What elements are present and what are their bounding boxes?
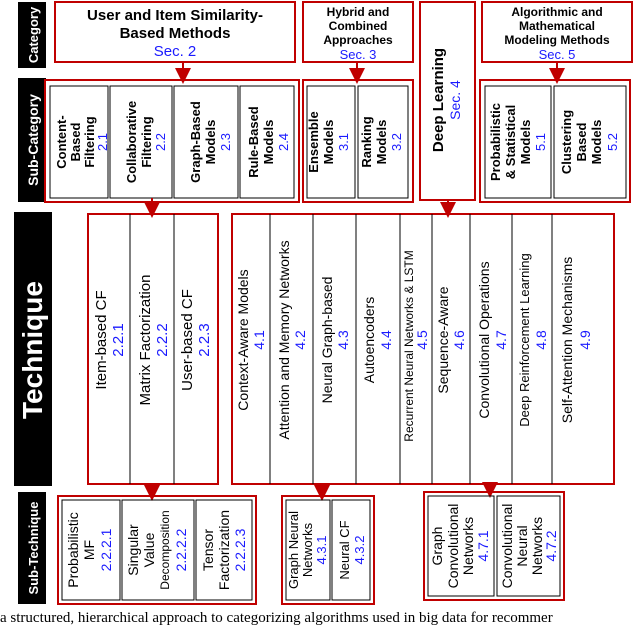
subcategory-collaborative-filtering (124, 101, 168, 183)
svg-text:Hybrid and: Hybrid and (326, 5, 390, 19)
svg-text:Item-based CF: Item-based CF (93, 290, 110, 390)
subcategory-rule-based (246, 106, 291, 178)
svg-text:2.3: 2.3 (218, 132, 233, 152)
svg-text:2.2: 2.2 (153, 132, 168, 152)
svg-text:Models: Models (203, 119, 218, 165)
category-similarity (55, 2, 295, 62)
subtechnique-group-graph (282, 496, 374, 604)
svg-text:Attention and Memory Networks: Attention and Memory Networks (276, 240, 292, 440)
row-label-subcategory (18, 78, 46, 202)
svg-text:Filtering: Filtering (139, 116, 154, 168)
svg-text:Neural Graph-based: Neural Graph-based (319, 276, 335, 404)
svg-text:2.2.2.2: 2.2.2.2 (173, 528, 189, 572)
subtechnique-cnn (499, 504, 559, 589)
svg-text:4.7.2: 4.7.2 (543, 530, 559, 562)
svg-text:4.7: 4.7 (493, 330, 509, 350)
svg-text:4.3.1: 4.3.1 (314, 535, 329, 565)
subcategory-ranking (359, 116, 404, 167)
svg-text:Models: Models (321, 119, 336, 165)
subtechnique-neural-cf (337, 520, 367, 579)
svg-text:Clustering: Clustering (559, 109, 574, 175)
svg-text:Sub-Technique: Sub-Technique (26, 501, 41, 595)
svg-text:4.7.1: 4.7.1 (475, 530, 491, 562)
svg-text:2.4: 2.4 (276, 132, 291, 152)
svg-text:Collaborative: Collaborative (124, 100, 139, 184)
category-hybrid (303, 2, 413, 62)
svg-text:Approaches: Approaches (323, 33, 393, 47)
svg-text:Sub-Category: Sub-Category (25, 94, 41, 186)
svg-text:Convolutional: Convolutional (445, 503, 461, 589)
svg-text:Filtering: Filtering (82, 116, 97, 168)
svg-text:Neural: Neural (514, 525, 530, 567)
svg-text:Models: Models (589, 119, 604, 165)
subtechnique-gnn (286, 511, 329, 589)
svg-text:Ensemble: Ensemble (306, 111, 321, 173)
subcategory-group-hybrid (303, 80, 413, 202)
svg-text:3.1: 3.1 (336, 132, 351, 152)
category-deep-learning (420, 2, 475, 200)
subcategory-clustering (559, 110, 620, 174)
svg-text:4.3.2: 4.3.2 (352, 535, 367, 565)
svg-text:Sec. 3: Sec. 3 (339, 47, 377, 62)
technique-user-based-cf (179, 289, 213, 391)
subtechnique-tensor-factorization (200, 510, 248, 590)
svg-text:Models: Models (518, 119, 533, 165)
svg-text:Technique: Technique (17, 281, 48, 419)
svg-text:5.2: 5.2 (605, 132, 620, 152)
svg-text:5.1: 5.1 (533, 132, 548, 152)
svg-text:Content-: Content- (54, 115, 69, 169)
svg-text:Singular: Singular (125, 524, 141, 576)
svg-text:4.9: 4.9 (577, 330, 593, 350)
svg-text:Matrix Factorization: Matrix Factorization (137, 274, 154, 406)
svg-text:Mathematical: Mathematical (518, 19, 596, 33)
svg-text:Neural CF: Neural CF (337, 520, 352, 580)
row-label-technique (14, 212, 52, 486)
svg-text:Factorization: Factorization (216, 509, 232, 591)
svg-text:Graph: Graph (429, 526, 445, 566)
svg-text:2.1: 2.1 (95, 132, 110, 152)
svg-text:3.2: 3.2 (389, 132, 404, 152)
svg-text:4.5: 4.5 (414, 330, 430, 350)
svg-text:4.2: 4.2 (292, 330, 308, 350)
svg-text:4.3: 4.3 (335, 330, 351, 350)
svg-text:Based: Based (68, 122, 83, 162)
svg-text:4.8: 4.8 (533, 330, 549, 350)
svg-text:Recurrent Neural Networks & LS: Recurrent Neural Networks & LSTM (402, 250, 416, 442)
category-algorithmic (482, 2, 632, 62)
technique-autoencoders (361, 297, 394, 383)
technique-group-cf (88, 214, 218, 484)
svg-text:Sequence-Aware: Sequence-Aware (435, 286, 451, 394)
svg-text:Models: Models (374, 119, 389, 165)
technique-deep-reinforcement (517, 253, 549, 426)
svg-text:Networks: Networks (460, 516, 476, 576)
subtechnique-group-mf (58, 496, 256, 604)
row-label-subtechnique (18, 492, 46, 604)
svg-text:Networks: Networks (529, 516, 545, 576)
subtechnique-svd (125, 510, 189, 589)
svg-text:Combined: Combined (328, 19, 388, 33)
svg-text:2.2.3: 2.2.3 (196, 323, 213, 357)
svg-text:MF: MF (81, 539, 97, 561)
svg-text:Based Methods: Based Methods (119, 25, 231, 42)
technique-neural-graph (319, 277, 351, 404)
svg-text:4.1: 4.1 (251, 330, 267, 350)
technique-rnn-lstm (402, 250, 430, 441)
svg-text:Graph Neural: Graph Neural (286, 510, 301, 590)
svg-text:4.4: 4.4 (378, 330, 394, 350)
row-label-category (18, 2, 46, 68)
svg-text:4.6: 4.6 (451, 330, 467, 350)
subcategory-group-similarity (45, 80, 299, 202)
svg-text:Modeling Methods: Modeling Methods (504, 33, 610, 47)
svg-text:Probabilistic: Probabilistic (65, 512, 81, 588)
technique-convolutional (476, 261, 509, 418)
svg-text:Sec. 4: Sec. 4 (447, 80, 463, 120)
svg-text:Convolutional: Convolutional (499, 503, 515, 589)
technique-item-based-cf (93, 290, 127, 389)
subcategory-probabilistic (488, 103, 548, 181)
svg-text:Value: Value (141, 532, 157, 568)
svg-text:Graph-Based: Graph-Based (188, 101, 203, 183)
svg-text:Deep Learning: Deep Learning (430, 47, 447, 153)
svg-text:Deep Reinforcement Learning: Deep Reinforcement Learning (517, 253, 532, 427)
svg-text:Probabilistic: Probabilistic (488, 102, 503, 182)
svg-text:Algorithmic and: Algorithmic and (511, 5, 603, 19)
svg-text:Context-Aware Models: Context-Aware Models (235, 269, 251, 411)
svg-text:Tensor: Tensor (200, 528, 216, 572)
svg-text:Networks: Networks (300, 522, 315, 578)
svg-text:User and Item Similarity-: User and Item Similarity- (87, 7, 263, 24)
subtechnique-group-conv (424, 492, 564, 600)
svg-text:Self-Attention Mechanisms: Self-Attention Mechanisms (559, 256, 575, 424)
figure-caption: a structured, hierarchical approach to categorizing algorithms used in big data for recommer (0, 610, 553, 626)
svg-text:2.2.2.1: 2.2.2.1 (98, 528, 114, 572)
svg-text:Autoencoders: Autoencoders (361, 296, 377, 384)
subtechnique-gcn (429, 504, 491, 589)
svg-text:Convolutional Operations: Convolutional Operations (476, 261, 492, 419)
technique-context-aware (235, 269, 267, 410)
svg-text:Ranking: Ranking (359, 116, 374, 168)
svg-text:2.2.1: 2.2.1 (110, 323, 127, 357)
technique-matrix-factorization (137, 275, 171, 406)
svg-text:2.2.2.3: 2.2.2.3 (232, 528, 248, 572)
subcategory-content-based (54, 115, 110, 168)
svg-text:Sec. 5: Sec. 5 (538, 47, 576, 62)
svg-text:2.2.2: 2.2.2 (154, 323, 171, 357)
subcategory-graph-based (188, 101, 233, 183)
technique-self-attention (559, 257, 593, 424)
svg-text:Based: Based (574, 122, 589, 162)
svg-text:User-based CF: User-based CF (179, 289, 196, 391)
subtechnique-probabilistic-mf (65, 512, 114, 587)
svg-text:Decomposition: Decomposition (158, 510, 172, 590)
svg-text:& Statistical: & Statistical (503, 104, 518, 180)
technique-group-dl (232, 214, 614, 484)
svg-text:Models: Models (261, 119, 276, 165)
subcategory-group-algorithmic (480, 80, 630, 202)
subcategory-ensemble (306, 111, 351, 172)
svg-text:Sec. 2: Sec. 2 (153, 43, 197, 60)
technique-attention-memory (276, 240, 308, 439)
svg-text:Category: Category (26, 6, 41, 64)
svg-text:Rule-Based: Rule-Based (246, 106, 261, 178)
technique-sequence-aware (435, 286, 467, 393)
